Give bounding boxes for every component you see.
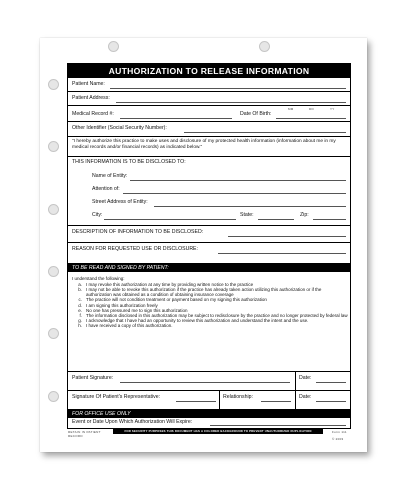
binder-hole-left-4 xyxy=(48,266,59,277)
form-title: AUTHORIZATION TO RELEASE INFORMATION xyxy=(68,64,350,78)
authorization-statement: "I hereby authorize this practice to make uses and disclosure of my protected health information (information about me in my medical records and/or financial records) as indicated below." xyxy=(72,139,336,150)
divider xyxy=(68,136,350,137)
divider xyxy=(68,225,350,226)
list-item: c. The practice will not condition treatment or payment based on my signing this authorization xyxy=(78,297,267,303)
street-address-label: Street Address of Entity: xyxy=(92,199,148,205)
binder-hole-left-2 xyxy=(48,141,59,152)
list-item: g. I acknowledge that I have had an opportunity to review this authorization and understand the intent and the use. xyxy=(78,318,309,324)
divider xyxy=(68,371,350,372)
medical-record-label: Medical Record #: xyxy=(72,111,114,117)
form-sheet xyxy=(40,38,367,452)
patient-address-field[interactable] xyxy=(116,102,346,103)
expiration-label: Event or Date Upon Which Authorization Will Expire: xyxy=(72,419,193,425)
patient-signature-field[interactable] xyxy=(120,382,290,383)
medical-record-field[interactable] xyxy=(120,118,232,119)
other-identifier-label: Other Identifier (Social Security Number): xyxy=(72,125,167,131)
list-item: e. No one has pressured me to sign this authorization xyxy=(78,307,188,313)
relationship-field[interactable] xyxy=(261,401,291,402)
sign-by-patient-bar: TO BE READ AND SIGNED BY PATIENT: xyxy=(68,263,350,272)
understanding-intro: I understand the following: xyxy=(72,276,125,281)
other-identifier-field[interactable] xyxy=(184,132,346,133)
dob-label: Date Of Birth: xyxy=(240,111,272,117)
reason-field[interactable] xyxy=(218,253,346,254)
representative-signature-label: Signature Of Patient's Representative: xyxy=(72,394,161,400)
zip-label: Zip: xyxy=(300,212,309,218)
binder-hole-top-left xyxy=(108,41,119,52)
divider xyxy=(68,242,350,243)
date-label-1: Date: xyxy=(299,375,312,381)
attention-field[interactable] xyxy=(123,193,346,194)
footer-retain-line-2: RECORD xyxy=(68,434,83,438)
footer-copyright: © 2003 xyxy=(332,437,344,441)
footer-retain-line-1: RETAIN IN PATIENT xyxy=(68,430,101,434)
entity-name-field[interactable] xyxy=(130,180,346,181)
reason-label: REASON FOR REQUESTED USE OR DISCLOSURE: xyxy=(72,246,198,252)
state-label: State: xyxy=(240,212,254,218)
state-field[interactable] xyxy=(258,219,294,220)
list-item: b. I may not be able to revoke this authorization if the practice has already taken action utilizing this authorization or if the authorization was obtained as a condition of obtaining insurance coverage xyxy=(78,286,322,298)
divider xyxy=(68,156,350,157)
divider xyxy=(68,121,350,122)
list-item: d. I am signing this authorization freely xyxy=(78,302,158,308)
list-item: h. I have received a copy of this authorization. xyxy=(78,323,173,329)
binder-hole-left-3 xyxy=(48,204,59,215)
divider xyxy=(219,390,220,409)
divider xyxy=(68,390,350,391)
understanding-list xyxy=(72,276,348,329)
disclosure-heading: THIS INFORMATION IS TO BE DISCLOSED TO: xyxy=(72,159,186,165)
expiration-field[interactable] xyxy=(210,425,346,426)
zip-field[interactable] xyxy=(313,219,346,220)
authorization-form xyxy=(67,63,351,417)
patient-address-label: Patient Address: xyxy=(72,95,110,101)
footer-form-number: Form 111 xyxy=(332,430,347,434)
description-label: DESCRIPTION OF INFORMATION TO BE DISCLOSED: xyxy=(72,229,204,235)
entity-name-label: Name of Entity: xyxy=(92,173,128,179)
security-note: FOR SECURITY PURPOSES THIS DOCUMENT HAS A COLORED BACKGROUND TO PREVENT UNAUTHORIZED DUPLICATION xyxy=(113,428,323,434)
patient-signature-label: Patient Signature: xyxy=(72,375,114,381)
street-address-field[interactable] xyxy=(154,206,346,207)
divider xyxy=(68,105,350,106)
divider xyxy=(68,91,350,92)
binder-hole-left-6 xyxy=(48,391,59,402)
date-label-2: Date: xyxy=(299,394,312,400)
list-item: f. The information disclosed in this authorization may be subject to redisclosure by the practice and no longer protected by federal law xyxy=(79,312,348,318)
list-item: a. I may revoke this authorization at any time by providing written notice to the practice xyxy=(78,281,254,287)
dob-part-yy: YY xyxy=(330,107,335,111)
binder-hole-left-1 xyxy=(48,79,59,90)
binder-hole-top-right xyxy=(259,41,270,52)
attention-label: Attention of: xyxy=(92,186,120,192)
description-field[interactable] xyxy=(228,236,346,237)
city-field[interactable] xyxy=(104,219,236,220)
patient-name-field[interactable] xyxy=(110,88,346,89)
representative-signature-field[interactable] xyxy=(176,401,216,402)
relationship-label: Relationship: xyxy=(223,394,253,400)
dob-part-mm: MM xyxy=(288,107,294,111)
city-label: City: xyxy=(92,212,103,218)
date-field-1[interactable] xyxy=(316,382,346,383)
date-field-2[interactable] xyxy=(316,401,346,402)
dob-field[interactable] xyxy=(276,118,346,119)
office-use-bar: FOR OFFICE USE ONLY xyxy=(68,409,350,418)
patient-name-label: Patient Name: xyxy=(72,81,105,87)
binder-hole-left-5 xyxy=(48,328,59,339)
dob-part-dd: DD xyxy=(309,107,314,111)
